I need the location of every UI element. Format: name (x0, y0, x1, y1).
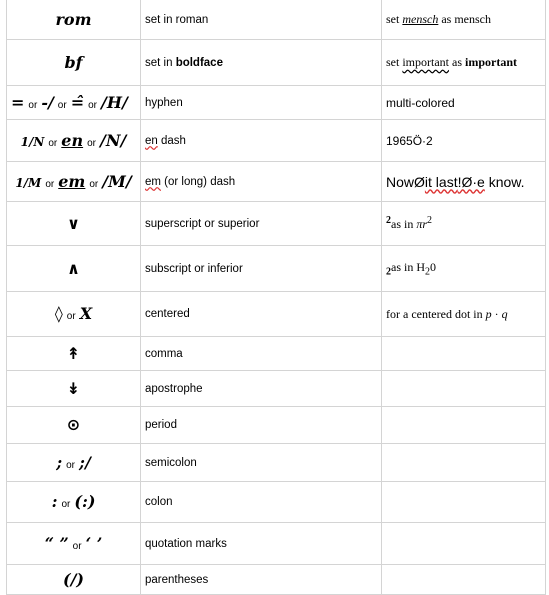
hyphen-mark: = (11, 92, 25, 112)
apostrophe-mark: ↡ (66, 378, 81, 398)
symbol-cell (7, 565, 141, 595)
meaning-cell: en dash (141, 120, 382, 162)
table-row (7, 565, 546, 595)
symbol-cell (7, 0, 141, 40)
meaning-cell: quotation marks (141, 523, 382, 565)
proofreading-marks-table (6, 0, 546, 595)
period-mark: ⊙ (66, 415, 81, 434)
table-row (7, 523, 546, 565)
symbol-cell: 1/N or en or /N/ (7, 120, 141, 162)
table-row (7, 246, 546, 292)
example-cell (382, 444, 546, 482)
meaning-cell: superscript or superior (141, 202, 382, 246)
example-cell: 1965Ö·2 (382, 120, 546, 162)
example-cell: $_2$as in $H_20$ (382, 246, 546, 292)
centered-mark: ◊ (54, 304, 63, 323)
comma-mark: ↟ (66, 343, 81, 363)
symbol-cell (7, 371, 141, 407)
meaning-cell: colon (141, 482, 382, 523)
example-cell (382, 523, 546, 565)
symbol-cell: : or (:) (7, 482, 141, 523)
example-cell (382, 407, 546, 444)
example-cell: set important as important (382, 40, 546, 86)
symbol-cell (7, 40, 141, 86)
en-dash-mark: 1/N (20, 134, 45, 149)
quotation-marks-mark: “ ” (44, 533, 69, 553)
table-row (7, 162, 546, 202)
symbol-cell: ◊ or X (7, 292, 141, 337)
symbol-cell: = or -/ or =̂ or /H/ (7, 86, 141, 120)
example-cell (382, 371, 546, 407)
em-dash-mark: 1/M (15, 175, 42, 190)
example-cell (382, 565, 546, 595)
meaning-cell: semicolon (141, 444, 382, 482)
table-row (7, 86, 546, 120)
example-cell: NowØit last!Ø·e know. (382, 162, 546, 202)
table-row (7, 120, 546, 162)
colon-mark: : (51, 492, 58, 511)
symbol-cell (7, 337, 141, 371)
meaning-cell: subscript or inferior (141, 246, 382, 292)
parentheses-mark: (/) (63, 569, 84, 589)
semicolon-mark: ; (56, 452, 63, 472)
example-cell: set mensch as mensch (382, 0, 546, 40)
subscript-mark: ∧ (67, 258, 80, 278)
symbol-cell (7, 407, 141, 444)
boldface-mark: bf (64, 52, 83, 72)
meaning-cell: em (or long) dash (141, 162, 382, 202)
table-row (7, 40, 546, 86)
symbol-cell: ; or ;/ (7, 444, 141, 482)
meaning-cell: apostrophe (141, 371, 382, 407)
meaning-cell: centered (141, 292, 382, 337)
meaning-cell: hyphen (141, 86, 382, 120)
symbol-cell: 1/M or em or /M/ (7, 162, 141, 202)
table-row (7, 292, 546, 337)
example-cell: for a centered dot in p · q (382, 292, 546, 337)
meaning-cell: set in boldface (141, 40, 382, 86)
example-cell: multi-colored (382, 86, 546, 120)
table-row (7, 444, 546, 482)
table-row (7, 482, 546, 523)
meaning-cell: period (141, 407, 382, 444)
symbol-cell: “ ” or ‘ ’ (7, 523, 141, 565)
symbol-cell (7, 246, 141, 292)
table-row (7, 0, 546, 40)
meaning-cell: set in roman (141, 0, 382, 40)
meaning-cell: parentheses (141, 565, 382, 595)
table-row (7, 202, 546, 246)
symbol-cell (7, 202, 141, 246)
example-cell (382, 337, 546, 371)
table-row (7, 407, 546, 444)
roman-mark: rom (55, 9, 92, 29)
table-row (7, 371, 546, 407)
table-row (7, 337, 546, 371)
example-cell (382, 482, 546, 523)
example-cell: $^2$as in $\pi r^2$ (382, 202, 546, 246)
meaning-cell: comma (141, 337, 382, 371)
superscript-mark: ∨ (67, 213, 80, 233)
